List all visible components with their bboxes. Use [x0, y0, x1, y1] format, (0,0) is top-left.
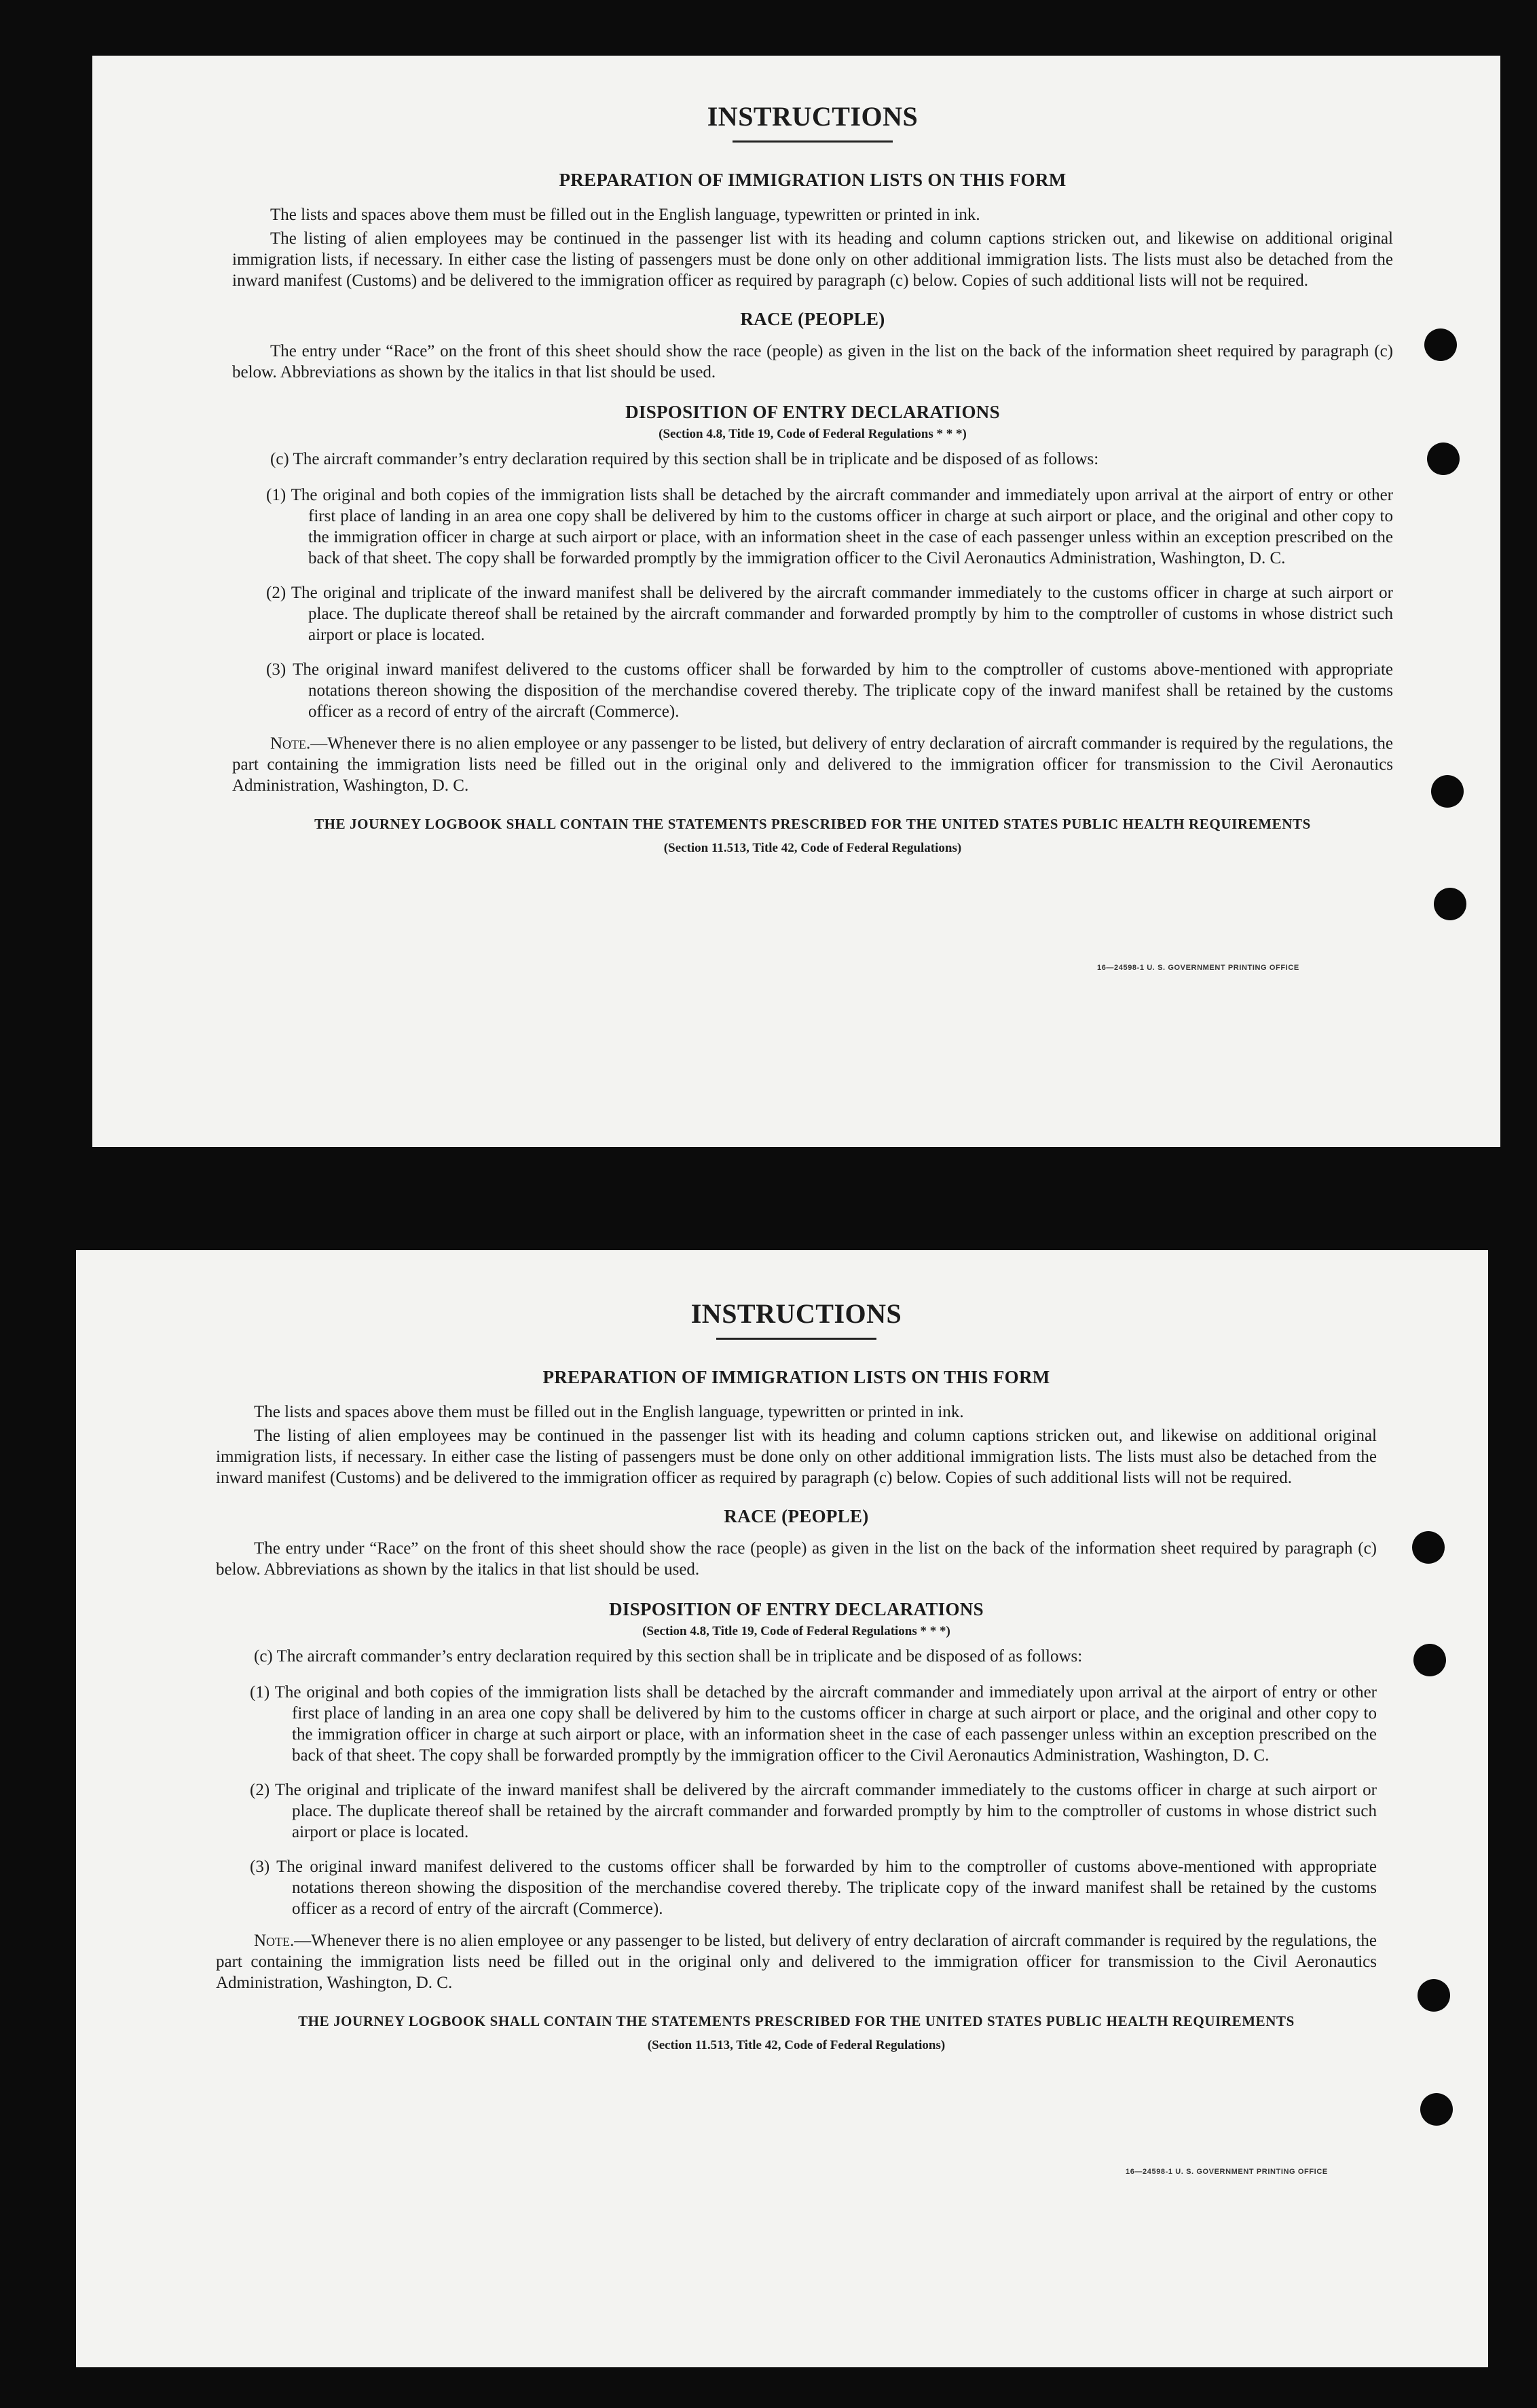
paragraph-lists-language: The lists and spaces above them must be filled out in the English language, typewritten or printed in ink.	[270, 206, 980, 224]
punch-hole	[1420, 2093, 1453, 2126]
list-item-1: (1) The original and both copies of the immigration lists shall be detached by the aircraft commander and immediately upon arrival at the airport of entry or other first place of landing in an area one copy shall be delivered by him to the customs officer in charge at such airport or place, and the original and other copy to the immigration officer in charge at such airport or place, with an information sheet in the case of each passenger unless within an exception prescribed on the back of that sheet. The copy shall be forwarded promptly by the immigration officer to the Civil Aeronautics Administration, Washington, D. C.	[250, 1683, 1377, 1765]
list-item-3: (3) The original inward manifest delivered to the customs officer shall be forwarded by him to the comptroller of customs above-mentioned with appropriate notations thereon showing the disposition of the merchandise covered thereby. The triplicate copy of the inward manifest shall be retained by the customs officer as a record of entry of the aircraft (Commerce).	[250, 1858, 1377, 1918]
note-text: —Whenever there is no alien employee or any passenger to be listed, but delivery of entry declaration of aircraft commander is required by the regulations, the part containing the immigration lists need be filled out in the original only and delivered to the immigration officer for transmission to the Civil Aeronautics Administration, Washington, D. C.	[216, 1932, 1377, 1992]
punch-hole	[1413, 1644, 1446, 1676]
note-label: Note.	[270, 734, 311, 753]
logbook-citation: (Section 11.513, Title 42, Code of Federal Regulations)	[663, 841, 962, 855]
page-title: INSTRUCTIONS	[707, 101, 919, 132]
list-item-1: (1) The original and both copies of the immigration lists shall be detached by the aircraft commander and immediately upon arrival at the airport of entry or other first place of landing in an area one copy shall be delivered by him to the customs officer in charge at such airport or place, and the original and other copy to the immigration officer in charge at such airport or place, with an information sheet in the case of each passenger unless within an exception prescribed on the back of that sheet. The copy shall be forwarded promptly by the immigration officer to the Civil Aeronautics Administration, Washington, D. C.	[266, 486, 1393, 567]
section-heading-preparation: PREPARATION OF IMMIGRATION LISTS ON THIS FORM	[559, 170, 1067, 190]
section-heading-disposition: DISPOSITION OF ENTRY DECLARATIONS	[609, 1599, 984, 1619]
note-text: —Whenever there is no alien employee or any passenger to be listed, but delivery of entry declaration of aircraft commander is required by the regulations, the part containing the immigration lists need be filled out in the original only and delivered to the immigration officer for transmission to the Civil Aeronautics Administration, Washington, D. C.	[232, 734, 1393, 795]
paragraph-alien-employees: The listing of alien employees may be continued in the passenger list with its heading and column captions stricken out, and likewise on additional original immigration lists, if necessary. In either case the listing of passengers must be done only on other additional immigration lists. The lists must also be detached from the inward manifest (Customs) and be delivered to the immigration officer as required by paragraph (c) below. Copies of such additional lists will not be required.	[232, 229, 1393, 290]
note-paragraph	[216, 1930, 1377, 1993]
punch-hole	[1424, 328, 1457, 361]
list-item-2: (2) The original and triplicate of the inward manifest shall be delivered by the aircraft commander immediately to the customs officer in charge at such airport or place. The duplicate thereof shall be retained by the aircraft commander and forwarded promptly by him to the comptroller of customs in whose district such airport or place is located.	[250, 1781, 1377, 1841]
instruction-sheet-2	[76, 1250, 1488, 2367]
note-paragraph	[232, 733, 1393, 796]
paragraph-race-entry: The entry under “Race” on the front of this sheet should show the race (people) as given in the list on the back of the information sheet required by paragraph (c) below. Abbreviations as shown by the italics in that list should be used.	[232, 342, 1393, 381]
sheet-content	[216, 1298, 1377, 2056]
list-item-2: (2) The original and triplicate of the inward manifest shall be delivered by the aircraft commander immediately to the customs officer in charge at such airport or place. The duplicate thereof shall be retained by the aircraft commander and forwarded promptly by him to the comptroller of customs in whose district such airport or place is located.	[266, 584, 1393, 644]
section-heading-disposition: DISPOSITION OF ENTRY DECLARATIONS	[625, 402, 1000, 422]
logbook-statement: THE JOURNEY LOGBOOK SHALL CONTAIN THE STATEMENTS PRESCRIBED FOR THE UNITED STATES PUBLIC HEALTH REQUIREMENTS	[298, 2013, 1295, 2029]
punch-hole	[1412, 1531, 1445, 1564]
title-underline	[733, 140, 893, 143]
section-citation: (Section 4.8, Title 19, Code of Federal Regulations * * *)	[642, 1624, 950, 1638]
logbook-statement: THE JOURNEY LOGBOOK SHALL CONTAIN THE STATEMENTS PRESCRIBED FOR THE UNITED STATES PUBLIC HEALTH REQUIREMENTS	[314, 816, 1311, 832]
punch-hole	[1431, 775, 1464, 808]
section-heading-preparation: PREPARATION OF IMMIGRATION LISTS ON THIS FORM	[542, 1367, 1050, 1387]
logbook-citation: (Section 11.513, Title 42, Code of Federal Regulations)	[647, 2038, 946, 2052]
paragraph-c: (c) The aircraft commander’s entry declaration required by this section shall be in triplicate and be disposed of as follows:	[270, 450, 1099, 468]
punch-hole	[1418, 1979, 1450, 2012]
title-underline	[716, 1338, 876, 1340]
section-heading-race: RACE (PEOPLE)	[740, 309, 885, 329]
paragraph-race-entry: The entry under “Race” on the front of this sheet should show the race (people) as given in the list on the back of the information sheet required by paragraph (c) below. Abbreviations as shown by the italics in that list should be used.	[216, 1539, 1377, 1579]
note-label: Note.	[254, 1932, 295, 1950]
paragraph-c: (c) The aircraft commander’s entry declaration required by this section shall be in triplicate and be disposed of as follows:	[254, 1647, 1083, 1666]
section-heading-race: RACE (PEOPLE)	[724, 1506, 869, 1526]
section-citation: (Section 4.8, Title 19, Code of Federal Regulations * * *)	[659, 427, 967, 441]
page-title: INSTRUCTIONS	[690, 1298, 902, 1329]
sheet-content	[232, 100, 1393, 859]
paragraph-lists-language: The lists and spaces above them must be filled out in the English language, typewritten or printed in ink.	[254, 1403, 964, 1421]
punch-hole	[1434, 888, 1466, 920]
printing-office-code: 16—24598-1 U. S. GOVERNMENT PRINTING OFFICE	[1126, 2168, 1328, 2176]
printing-office-code: 16—24598-1 U. S. GOVERNMENT PRINTING OFFICE	[1097, 964, 1299, 972]
paragraph-alien-employees: The listing of alien employees may be continued in the passenger list with its heading and column captions stricken out, and likewise on additional original immigration lists, if necessary. In either case the listing of passengers must be done only on other additional immigration lists. The lists must also be detached from the inward manifest (Customs) and be delivered to the immigration officer as required by paragraph (c) below. Copies of such additional lists will not be required.	[216, 1427, 1377, 1487]
list-item-3: (3) The original inward manifest delivered to the customs officer shall be forwarded by him to the comptroller of customs above-mentioned with appropriate notations thereon showing the disposition of the merchandise covered thereby. The triplicate copy of the inward manifest shall be retained by the customs officer as a record of entry of the aircraft (Commerce).	[266, 660, 1393, 721]
instruction-sheet-1	[92, 56, 1500, 1147]
punch-hole	[1427, 443, 1460, 475]
